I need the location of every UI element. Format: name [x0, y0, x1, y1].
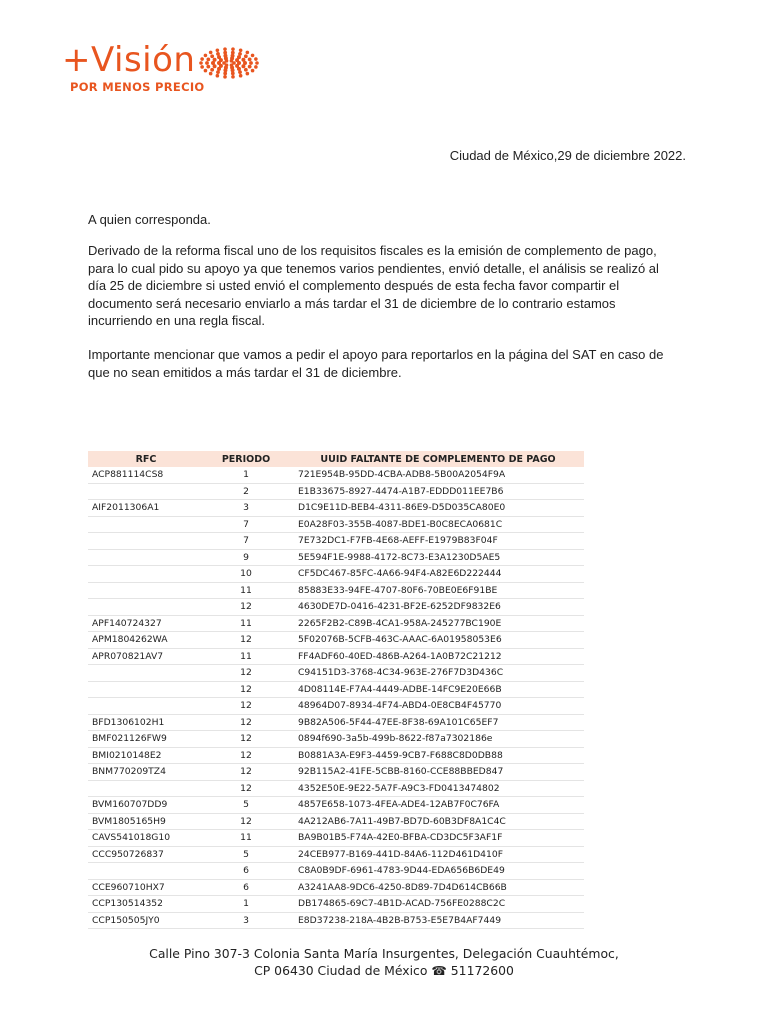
uuid-cell: E1B33675-8927-4474-A1B7-EDDD011EE7B6 — [292, 483, 584, 500]
periodo-cell: 12 — [200, 764, 292, 781]
periodo-cell: 5 — [200, 797, 292, 814]
table-row — [88, 780, 584, 797]
table-row — [88, 846, 584, 863]
periodo-cell: 1 — [200, 467, 292, 483]
letter-date: Ciudad de México,29 de diciembre 2022. — [449, 148, 686, 163]
rfc-cell: CCP130514352 — [88, 896, 200, 913]
periodo-cell: 5 — [200, 846, 292, 863]
periodo-cell: 12 — [200, 813, 292, 830]
periodo-cell: 12 — [200, 632, 292, 649]
periodo-cell: 11 — [200, 582, 292, 599]
footer-line-1: Calle Pino 307-3 Colonia Santa María Insurgentes, Delegación Cuauhtémoc, — [149, 946, 619, 961]
footer-city: CP 06430 Ciudad de México — [254, 962, 428, 978]
table-row — [88, 896, 584, 913]
telephone-icon: ☎ — [431, 962, 447, 978]
uuid-cell: E0A28F03-355B-4087-BDE1-B0C8ECA0681C — [292, 516, 584, 533]
periodo-cell: 11 — [200, 830, 292, 847]
logo-brand-text: +Visión — [62, 40, 196, 80]
eye-logo-icon — [198, 42, 260, 84]
table-row — [88, 648, 584, 665]
table-row — [88, 467, 584, 483]
uuid-cell: A3241AA8-9DC6-4250-8D89-7D4D614CB66B — [292, 879, 584, 896]
table-row — [88, 599, 584, 616]
header-periodo: PERIODO — [200, 451, 292, 467]
uuid-cell: 5F02076B-5CFB-463C-AAAC-6A01958053E6 — [292, 632, 584, 649]
uuid-cell: 48964D07-8934-4F74-ABD4-0E8CB4F45770 — [292, 698, 584, 715]
uuid-cell: E8D37238-218A-4B2B-B753-E5E7B4AF7449 — [292, 912, 584, 929]
periodo-cell: 6 — [200, 879, 292, 896]
rfc-cell: CCE960710HX7 — [88, 879, 200, 896]
table-row — [88, 582, 584, 599]
rfc-cell: BVM160707DD9 — [88, 797, 200, 814]
rfc-cell: APF140724327 — [88, 615, 200, 632]
uuid-cell: 721E954B-95DD-4CBA-ADB8-5B00A2054F9A — [292, 467, 584, 483]
periodo-cell: 12 — [200, 681, 292, 698]
table-body — [88, 467, 584, 929]
rfc-cell: APM1804262WA — [88, 632, 200, 649]
company-logo — [62, 40, 282, 100]
footer-phone: 51172600 — [450, 962, 514, 978]
uuid-cell: 4857E658-1073-4FEA-ADE4-12AB7F0C76FA — [292, 797, 584, 814]
rfc-cell — [88, 665, 200, 682]
uuid-cell: 24CEB977-B169-441D-84A6-112D461D410F — [292, 846, 584, 863]
table-row — [88, 797, 584, 814]
table-row — [88, 549, 584, 566]
table-row — [88, 665, 584, 682]
table-row — [88, 747, 584, 764]
table-row — [88, 516, 584, 533]
table-row — [88, 533, 584, 550]
periodo-cell: 6 — [200, 863, 292, 880]
uuid-cell: D1C9E11D-BEB4-4311-86E9-D5D035CA80E0 — [292, 500, 584, 517]
uuid-cell: DB174865-69C7-4B1D-ACAD-756FE0288C2C — [292, 896, 584, 913]
footer-line-2 — [0, 963, 768, 980]
rfc-cell — [88, 863, 200, 880]
periodo-cell: 12 — [200, 665, 292, 682]
table-row — [88, 813, 584, 830]
table-row — [88, 764, 584, 781]
uuid-cell: 85883E33-94FE-4707-80F6-70BE0E6F91BE — [292, 582, 584, 599]
rfc-cell — [88, 698, 200, 715]
table-row — [88, 714, 584, 731]
uuid-cell: 4A212AB6-7A11-49B7-BD7D-60B3DF8A1C4C — [292, 813, 584, 830]
rfc-cell: BMI0210148E2 — [88, 747, 200, 764]
uuid-cell: 5E594F1E-9988-4172-8C73-E3A1230D5AE5 — [292, 549, 584, 566]
rfc-cell — [88, 533, 200, 550]
rfc-cell: APR070821AV7 — [88, 648, 200, 665]
periodo-cell: 1 — [200, 896, 292, 913]
letter-greeting: A quien corresponda. — [88, 212, 211, 227]
rfc-cell: BNM770209TZ4 — [88, 764, 200, 781]
rfc-cell — [88, 582, 200, 599]
rfc-cell — [88, 516, 200, 533]
uuid-cell: CF5DC467-85FC-4A66-94F4-A82E6D222444 — [292, 566, 584, 583]
uuid-cell: FF4ADF60-40ED-486B-A264-1A0B72C21212 — [292, 648, 584, 665]
rfc-cell: BMF021126FW9 — [88, 731, 200, 748]
table-row — [88, 500, 584, 517]
table-row — [88, 731, 584, 748]
periodo-cell: 12 — [200, 714, 292, 731]
rfc-cell — [88, 599, 200, 616]
letter-paragraph-2: Importante mencionar que vamos a pedir el apoyo para reportarlos en la página del SAT en caso de que no sean emitidos a más tardar el 31 de diciembre. — [88, 347, 664, 380]
uuid-cell: 4352E50E-9E22-5A7F-A9C3-FD0413474802 — [292, 780, 584, 797]
rfc-cell — [88, 483, 200, 500]
table-row — [88, 879, 584, 896]
rfc-cell: CCC950726837 — [88, 846, 200, 863]
rfc-cell: CCP150505JY0 — [88, 912, 200, 929]
periodo-cell: 12 — [200, 698, 292, 715]
header-uuid: UUID FALTANTE DE COMPLEMENTO DE PAGO — [292, 451, 584, 467]
periodo-cell: 7 — [200, 516, 292, 533]
header-rfc: RFC — [88, 451, 200, 467]
letter-paragraph-1: Derivado de la reforma fiscal uno de los requisitos fiscales es la emisión de complemento de pago, para lo cual pido su apoyo ya que tenemos varios pendientes, envió detalle, el análisis se realizó al día 25 de diciembre si usted envió el complemento después de esta fecha favor compartir el documento será necesario enviarlo a más tardar el 31 de diciembre de lo contrario estamos incurriendo en una regla fiscal. — [88, 243, 659, 329]
rfc-cell — [88, 566, 200, 583]
table-row — [88, 863, 584, 880]
periodo-cell: 12 — [200, 780, 292, 797]
periodo-cell: 12 — [200, 747, 292, 764]
uuid-cell: B0881A3A-E9F3-4459-9CB7-F688C8D0DB88 — [292, 747, 584, 764]
uuid-cell: 0894f690-3a5b-499b-8622-f87a7302186e — [292, 731, 584, 748]
table-row — [88, 483, 584, 500]
table-row — [88, 830, 584, 847]
footer-address — [0, 946, 768, 979]
table-row — [88, 912, 584, 929]
uuid-cell: 4D08114E-F7A4-4449-ADBE-14FC9E20E66B — [292, 681, 584, 698]
table-row — [88, 698, 584, 715]
uuid-cell: 92B115A2-41FE-5CBB-8160-CCE88BBED847 — [292, 764, 584, 781]
periodo-cell: 12 — [200, 731, 292, 748]
uuid-cell: 2265F2B2-C89B-4CA1-958A-245277BC190E — [292, 615, 584, 632]
table-row — [88, 632, 584, 649]
periodo-cell: 7 — [200, 533, 292, 550]
periodo-cell: 2 — [200, 483, 292, 500]
periodo-cell: 11 — [200, 648, 292, 665]
periodo-cell: 9 — [200, 549, 292, 566]
rfc-cell — [88, 681, 200, 698]
uuid-cell: 4630DE7D-0416-4231-BF2E-6252DF9832E6 — [292, 599, 584, 616]
pending-payments-table — [88, 451, 584, 929]
uuid-cell: 9B82A506-5F44-47EE-8F38-69A101C65EF7 — [292, 714, 584, 731]
periodo-cell: 10 — [200, 566, 292, 583]
periodo-cell: 3 — [200, 500, 292, 517]
rfc-cell: BFD1306102H1 — [88, 714, 200, 731]
uuid-cell: BA9B01B5-F74A-42E0-BFBA-CD3DC5F3AF1F — [292, 830, 584, 847]
table-row — [88, 566, 584, 583]
rfc-cell: ACP881114CS8 — [88, 467, 200, 483]
rfc-cell: CAVS541018G10 — [88, 830, 200, 847]
uuid-cell: 7E732DC1-F7FB-4E68-AEFF-E1979B83F04F — [292, 533, 584, 550]
periodo-cell: 3 — [200, 912, 292, 929]
uuid-cell: C8A0B9DF-6961-4783-9D44-EDA656B6DE49 — [292, 863, 584, 880]
logo-tagline: POR MENOS PRECIO — [70, 80, 205, 94]
table-header-row — [88, 451, 584, 467]
rfc-cell — [88, 549, 200, 566]
periodo-cell: 12 — [200, 599, 292, 616]
table-row — [88, 681, 584, 698]
rfc-cell: BVM1805165H9 — [88, 813, 200, 830]
rfc-cell: AIF2011306A1 — [88, 500, 200, 517]
uuid-cell: C94151D3-3768-4C34-963E-276F7D3D436C — [292, 665, 584, 682]
table-row — [88, 615, 584, 632]
periodo-cell: 11 — [200, 615, 292, 632]
rfc-cell — [88, 780, 200, 797]
